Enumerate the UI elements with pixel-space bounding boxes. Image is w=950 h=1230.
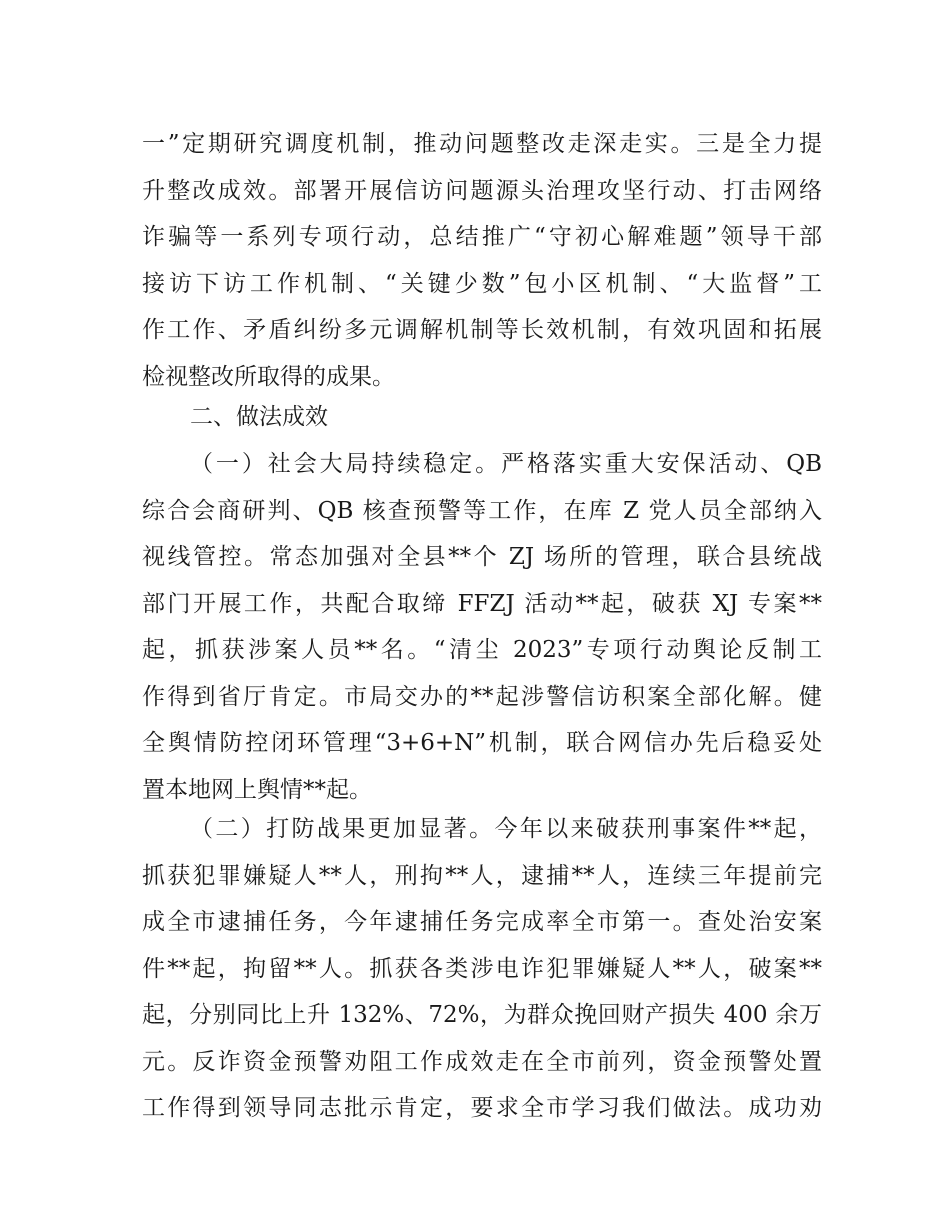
text-line: 起，分别同比上升 132%、72%，为群众挽回财产损失 400 余万: [142, 1002, 822, 1028]
text-line: 成全市逮捕任务，今年逮捕任务完成率全市第一。查处治安案: [142, 909, 822, 935]
text-line: 置本地网上舆情**起。: [142, 776, 372, 803]
text-line: 接访下访工作机制、“关键少数”包小区机制、“大监督”工: [142, 270, 822, 297]
section-heading: 二、做法成效: [190, 404, 328, 430]
text-line: 作得到省厅肯定。市局交办的**起涉警信访积案全部化解。健: [142, 683, 822, 710]
text-line: 综合会商研判、QB 核查预警等工作，在库 Z 党人员全部纳入: [142, 497, 822, 524]
text-line: 件**起，拘留**人。抓获各类涉电诈犯罪嫌疑人**人，破案**: [142, 955, 822, 982]
paragraph-rectification-summary: [142, 121, 822, 400]
text-line: 一”定期研究调度机制，推动问题整改走深走实。三是全力提: [142, 131, 822, 157]
text-line: 全舆情防控闭环管理“3+6+N”机制，联合网信办先后稳妥处: [142, 730, 822, 756]
text-line: 诈骗等一系列专项行动，总结推广“守初心解难题”领导干部: [142, 224, 822, 250]
paragraph-crime-fighting: [142, 806, 822, 1132]
text-line: 视线管控。常态加强对全县**个 ZJ 场所的管理，联合县统战: [142, 544, 822, 570]
paragraph-social-stability: [142, 441, 822, 813]
text-line: 检视整改所取得的成果。: [142, 363, 395, 390]
text-line: 工作得到领导同志批示肯定，要求全市学习我们做法。成功劝: [142, 1095, 822, 1121]
text-line: 作工作、矛盾纠纷多元调解机制等长效机制，有效巩固和拓展: [142, 317, 822, 343]
text-line: （二）打防战果更加显著。今年以来破获刑事案件**起，: [190, 816, 822, 842]
text-line: 起，抓获涉案人员**名。“清尘 2023”专项行动舆论反制工: [142, 637, 822, 663]
text-line: 元。反诈资金预警劝阻工作成效走在全市前列，资金预警处置: [142, 1048, 822, 1075]
text-line: 部门开展工作，共配合取缔 FFZJ 活动**起，破获 XJ 专案**: [142, 590, 822, 617]
text-line: （一）社会大局持续稳定。严格落实重大安保活动、QB: [190, 451, 822, 477]
text-line: 升整改成效。部署开展信访问题源头治理攻坚行动、打击网络: [142, 177, 822, 204]
text-line: 抓获犯罪嫌疑人**人，刑拘**人，逮捕**人，连续三年提前完: [142, 862, 822, 889]
